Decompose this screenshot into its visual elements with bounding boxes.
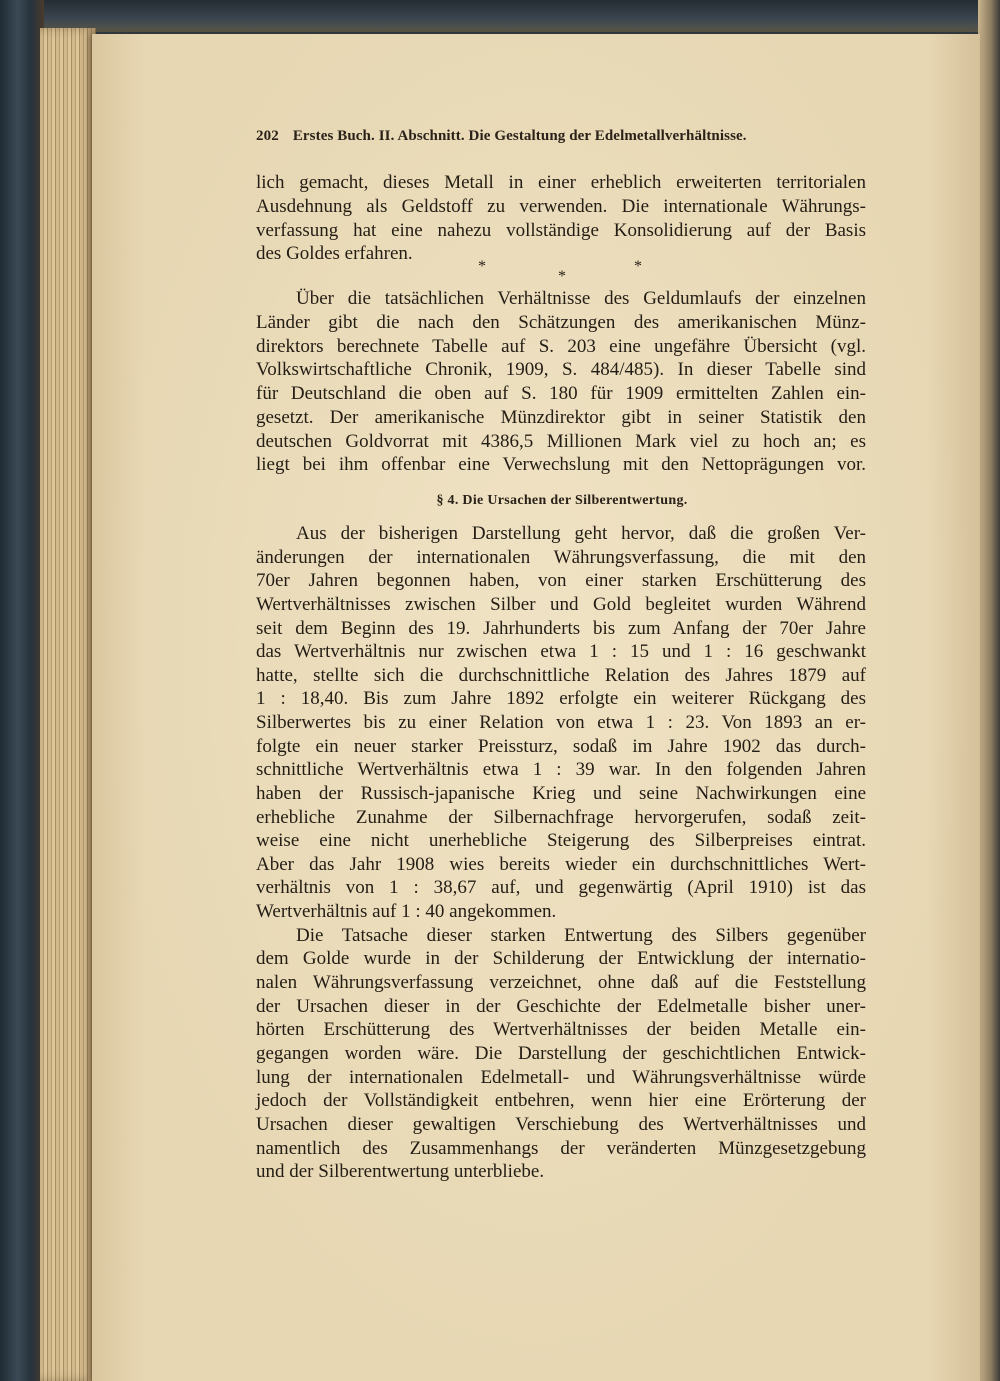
text-line: verhältnis von 1 : 38,67 auf, und gegenwärtig (April 1910) ist das (256, 877, 866, 898)
text-line: nalen Währungsverfassung verzeichnet, ohne daß auf die Feststellung (256, 972, 866, 993)
text-line: des Goldes erfahren. (256, 243, 413, 264)
text-line: Wertverhältnisses zwischen Silber und Gold begleitet wurden Während (256, 594, 866, 615)
text-line: Länder gibt die nach den Schätzungen des amerikanischen Münz- (256, 312, 866, 333)
text-line: Aber das Jahr 1908 wies bereits wieder ein durchschnittliches Wert- (256, 854, 866, 875)
text-line: 1 : 18,40. Bis zum Jahre 1892 erfolgte ein weiterer Rückgang des (256, 688, 866, 709)
text-line: Volkswirtschaftliche Chronik, 1909, S. 484/485). In dieser Tabelle sind (256, 359, 866, 380)
text-line: hörten Erschütterung des Wertverhältnisses der beiden Metalle ein- (256, 1019, 866, 1040)
background-right (978, 0, 1000, 1381)
text-line: gesetzt. Der amerikanische Münzdirektor gibt in seiner Statistik den (256, 407, 866, 428)
text-line: lung der internationalen Edelmetall- und Währungsverhältnisse würde (256, 1067, 866, 1088)
text-line: verfassung hat eine nahezu vollständige Konsolidierung auf der Basis (256, 220, 866, 241)
text-line: für Deutschland die oben auf S. 180 für 1909 ermittelten Zahlen ein- (256, 383, 866, 404)
text-line: Die Tatsache dieser starken Entwertung des Silbers gegenüber (296, 925, 866, 946)
text-line: direktors berechnete Tabelle auf S. 203 eine ungefähre Übersicht (vgl. (256, 336, 866, 357)
text-line: hatte, stellte sich die durchschnittliche Relation des Jahres 1879 auf (256, 665, 866, 686)
text-line: haben der Russisch-japanische Krieg und seine Nachwirkungen eine (256, 783, 866, 804)
text-line: Silberwertes bis zu einer Relation von etwa 1 : 23. Von 1893 an er- (256, 712, 866, 733)
text-line: seit dem Beginn des 19. Jahrhunderts bis zum Anfang der 70er Jahre (256, 618, 866, 639)
text-line: 70er Jahren begonnen haben, von einer starken Erschütterung des (256, 570, 866, 591)
text-line: weise eine nicht unerhebliche Steigerung des Silberpreises eintrat. (256, 830, 866, 851)
text-line: folgte ein neuer starker Preissturz, sodaß im Jahre 1902 das durch- (256, 736, 866, 757)
text-line: jedoch der Vollständigkeit entbehren, wenn hier eine Erörterung der (256, 1090, 866, 1111)
text-line: gegangen worden wäre. Die Darstellung der geschichtlichen Entwick- (256, 1043, 866, 1064)
text-line: deutschen Goldvorrat mit 4386,5 Millionen Mark viel zu hoch an; es (256, 431, 866, 452)
text-line: namentlich des Zusammenhangs der veränderten Münzgesetzgebung (256, 1138, 866, 1159)
text-line: dem Golde wurde in der Schilderung der Entwicklung der internatio- (256, 948, 866, 969)
running-title: Erstes Buch. II. Abschnitt. Die Gestaltung der Edelmetallverhältnisse. (292, 128, 747, 144)
section-title: § 4. Die Ursachen der Silberentwertung. (436, 493, 688, 508)
page-edges (40, 28, 96, 1381)
text-line: liegt bei ihm offenbar eine Verwechslung mit den Nettoprägungen vor. (256, 454, 866, 475)
text-line: das Wertverhältnis nur zwischen etwa 1 : 15 und 1 : 16 geschwankt (256, 641, 866, 662)
separator-star: * (478, 258, 486, 275)
text-line: schnittliche Wertverhältnis etwa 1 : 39 war. In den folgenden Jahren (256, 759, 866, 780)
text-line: Ursachen dieser gewaltigen Verschiebung des Wertverhältnisses und (256, 1114, 866, 1135)
separator-star: * (634, 258, 642, 275)
text-line: der Ursachen dieser in der Geschichte der Edelmetalle bisher uner- (256, 996, 866, 1017)
separator-star: * (558, 268, 566, 285)
section-separator (256, 258, 868, 285)
text-line: lich gemacht, dieses Metall in einer erheblich erweiterten territorialen (256, 172, 866, 193)
text-line: Über die tatsächlichen Verhältnisse des Geldumlaufs der einzelnen (296, 288, 866, 309)
text-line: Aus der bisherigen Darstellung geht hervor, daß die großen Ver- (296, 523, 866, 544)
text-line: änderungen der internationalen Währungsverfassung, die mit den (256, 547, 866, 568)
text-line: und der Silberentwertung unterbliebe. (256, 1161, 545, 1182)
running-header (256, 128, 868, 145)
text-line: Wertverhältnis auf 1 : 40 angekommen. (256, 901, 557, 922)
text-line: Ausdehnung als Geldstoff zu verwenden. Die internationale Währungs- (256, 196, 866, 217)
book-cover-edge (0, 0, 44, 1381)
page-number: 202 (256, 128, 279, 144)
text-line: erhebliche Zunahme der Silbernachfrage hervorgerufen, sodaß zeit- (256, 807, 866, 828)
background-top (0, 0, 1000, 32)
